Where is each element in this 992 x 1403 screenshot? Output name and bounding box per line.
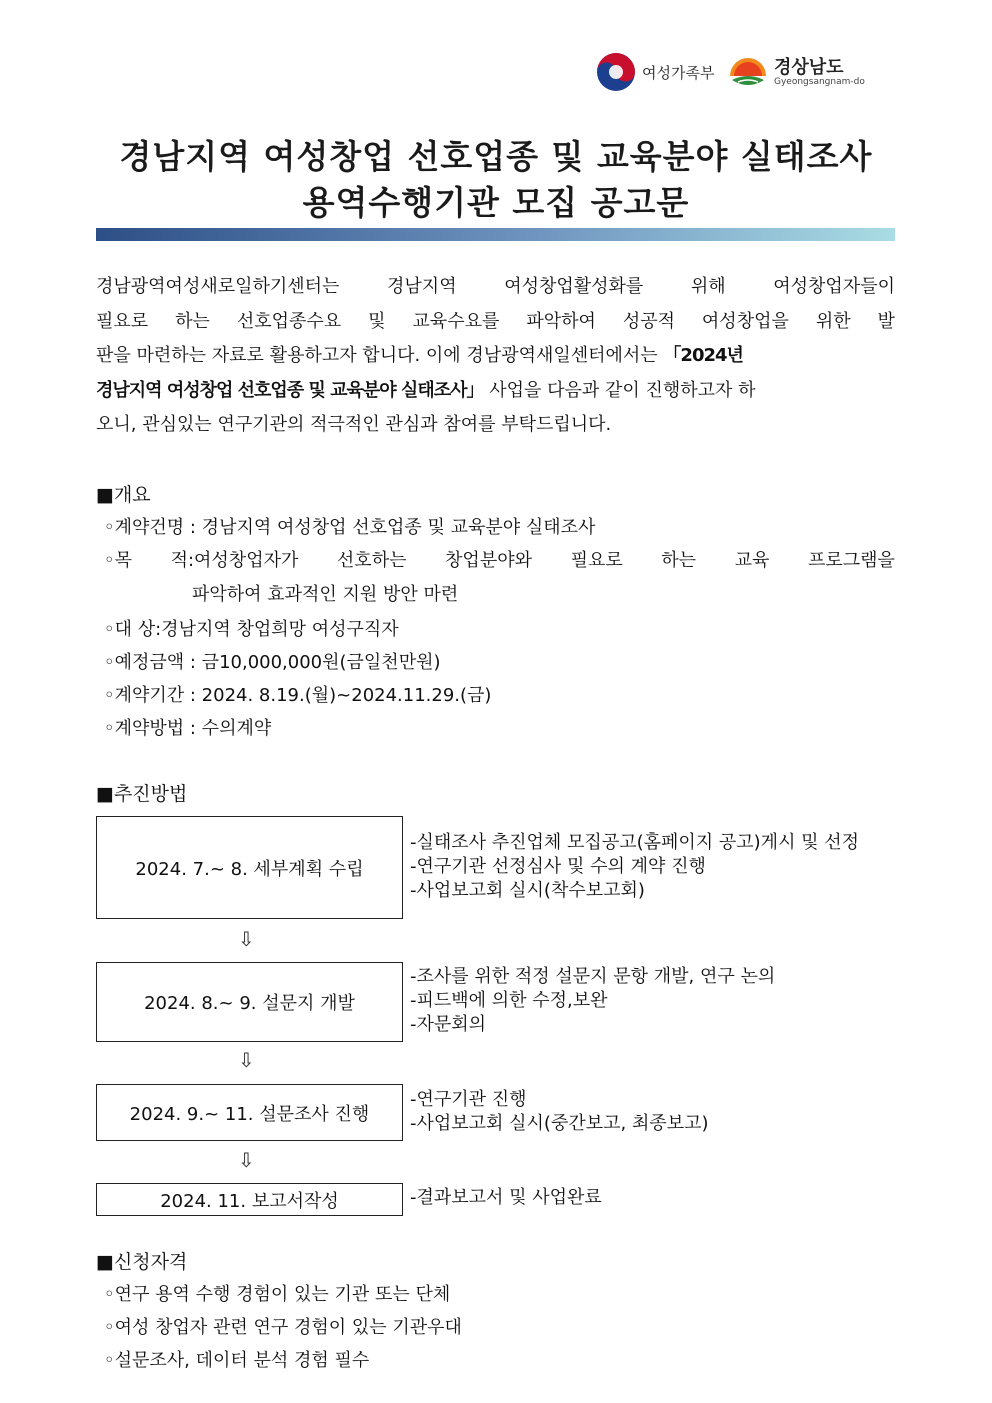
step-3-box — [96, 1084, 403, 1141]
province-sun-icon — [728, 54, 768, 92]
step-1-details: -실태조사 추진업체 모집공고(홈페이지 공고)게시 및 선정 -연구기관 선정심사 및 수의 계약 진행 -사업보고회 실시(착수보고회) — [410, 832, 860, 901]
intro-paragraph — [96, 270, 895, 443]
eligibility-item: ◦설문조사, 데이터 분석 경험 필수 — [104, 1350, 370, 1371]
contract-name: ◦계약건명 : 경남지역 여성창업 선호업종 및 교육분야 실태조사 — [104, 517, 596, 538]
province-logo-subtext: Gyeongsangnam-do — [774, 76, 865, 87]
ministry-logo-text: 여성가족부 — [642, 63, 715, 82]
project-name-start: 「2024년 — [663, 345, 743, 366]
purpose-continuation: 파악하여 효과적인 지원 방안 마련 — [192, 584, 459, 605]
step-3-label: 2024. 9.~ 11. 설문조사 진행 — [129, 1103, 370, 1125]
step-2-label: 2024. 8.~ 9. 설문지 개발 — [144, 993, 355, 1014]
eligibility-heading: ■신청자격 — [96, 1251, 188, 1273]
step-4-label: 2024. 11. 보고서작성 — [160, 1190, 339, 1212]
intro-line-3: 판을 마련하는 자료로 활용하고자 합니다. 이에 경남광역새일센터에서는 「2024년 — [96, 339, 895, 374]
title-line-1: 경남지역 여성창업 선호업종 및 교육분야 실태조사 — [119, 137, 873, 176]
intro-line-1: 경남광역여성새로일하기센터는 경남지역 여성창업활성화를 위해 여성창업자들이 — [96, 276, 895, 297]
ministry-logo — [596, 52, 714, 92]
down-arrow-icon: ⇩ — [238, 1048, 255, 1072]
province-logo-text: 경상남도 — [774, 56, 844, 78]
contract-method: ◦계약방법 : 수의계약 — [104, 718, 272, 739]
purpose-line: ◦목 적:여성창업자가 선호하는 창업분야와 필요로 하는 교육 프로그램을 — [104, 550, 895, 571]
target: ◦대 상:경남지역 창업희망 여성구직자 — [104, 619, 399, 640]
down-arrow-icon: ⇩ — [238, 1148, 255, 1172]
step-2-details: -조사를 위한 적정 설문지 문항 개발, 연구 논의 -피드백에 의한 수정,보완 -자문회의 — [410, 966, 776, 1035]
down-arrow-icon: ⇩ — [238, 927, 255, 951]
project-name: 경남지역 여성창업 선호업종 및 교육분야 실태조사」 — [96, 379, 484, 401]
eligibility-item: ◦여성 창업자 관련 연구 경험이 있는 기관우대 — [104, 1317, 462, 1338]
budget: ◦예정금액 : 금10,000,000원(금일천만원) — [104, 652, 441, 673]
step-1-label: 2024. 7.~ 8. 세부계획 수립 — [135, 858, 364, 880]
intro-line-4: 경남지역 여성창업 선호업종 및 교육분야 실태조사」 사업을 다음과 같이 진행하고자 하 — [96, 374, 895, 409]
contract-period: ◦계약기간 : 2024. 8.19.(월)~2024.11.29.(금) — [104, 685, 492, 706]
intro-line-2: 필요로 하는 선호업종수요 및 교육수요를 파악하여 성공적 여성창업을 위한 발 — [96, 310, 895, 332]
step-4-box — [96, 1183, 403, 1216]
title-line-2: 용역수행기관 모집 공고문 — [302, 183, 690, 222]
province-logo — [728, 54, 865, 92]
step-1-box — [96, 816, 403, 919]
process-heading: ■추진방법 — [96, 783, 188, 805]
step-3-details: -연구기관 진행 -사업보고회 실시(중간보고, 최종보고) — [410, 1089, 709, 1134]
title-gradient-bar — [96, 228, 895, 241]
overview-heading: ■개요 — [96, 484, 151, 506]
page-title — [0, 134, 992, 226]
eligibility-item: ◦연구 용역 수행 경험이 있는 기관 또는 단체 — [104, 1284, 451, 1305]
step-4-details: -결과보고서 및 사업완료 — [410, 1187, 602, 1208]
ministry-emblem-icon — [596, 52, 636, 92]
step-2-box — [96, 962, 403, 1042]
header-logos — [596, 52, 896, 102]
intro-line-5: 오니, 관심있는 연구기관의 적극적인 관심과 참여를 부탁드립니다. — [96, 414, 612, 435]
